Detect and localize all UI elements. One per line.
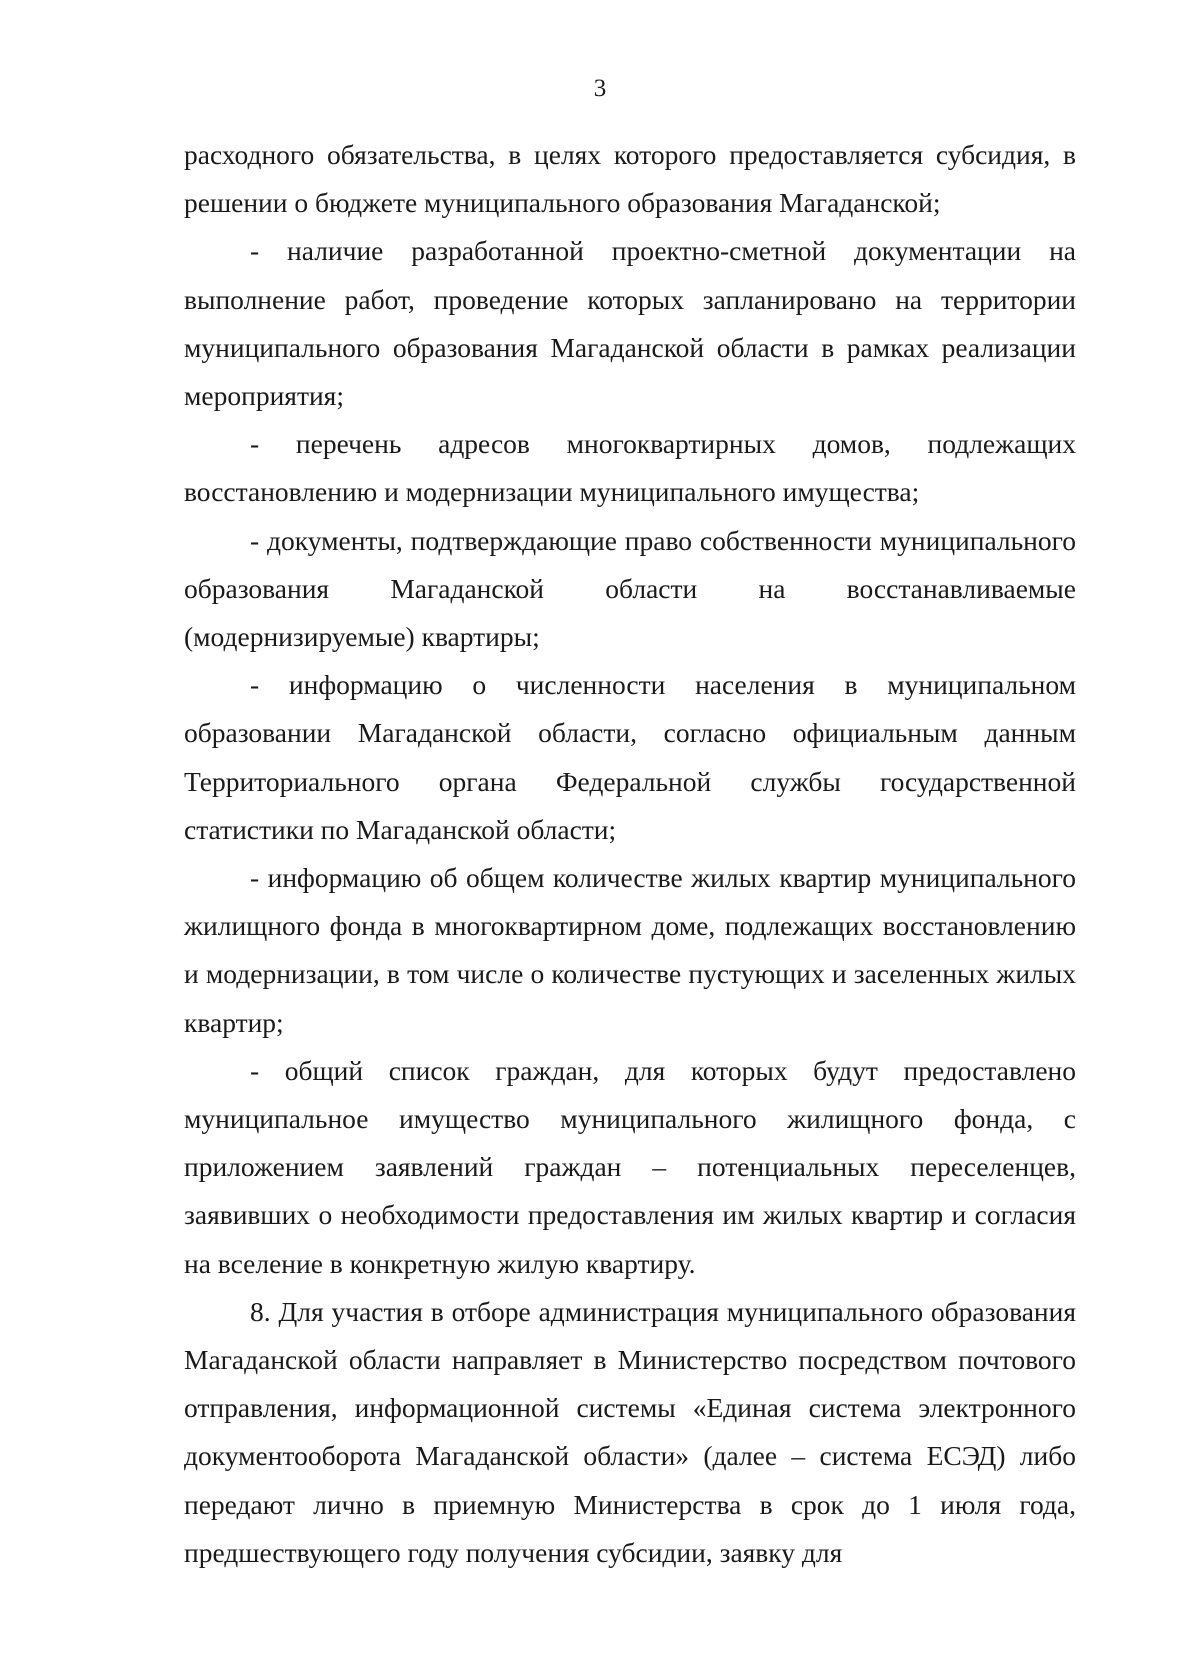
page-number: 3 xyxy=(593,75,607,102)
paragraph-apartment-count: - информацию об общем количестве жилых квартир муниципального жилищного фонда в многоквартирном доме, подлежащих восстановлению и модернизации, в том числе о количестве пустующих и заселенных жилых квартир; xyxy=(184,862,1076,1038)
document-body xyxy=(184,131,1076,1577)
paragraph-ownership-documents: - документы, подтверждающие право собственности муниципального образования Магаданской области на восстанавливаемые (модернизируемые) квартиры; xyxy=(184,524,1076,653)
paragraph-address-list: - перечень адресов многоквартирных домов, подлежащих восстановлению и модернизации муниципального имущества; xyxy=(184,428,1076,508)
paragraph-citizen-list: - общий список граждан, для которых будут предоставлено муниципальное имущество муниципального жилищного фонда, с приложением заявлений граждан – потенциальных переселенцев, заявивших о необходимости предоставления им жилых квартир и согласия на вселение в конкретную жилую квартиру. xyxy=(184,1054,1076,1279)
paragraph-continuation: расходного обязательства, в целях которого предоставляется субсидия, в решении о бюджете муниципального образования Магаданской; xyxy=(184,139,1076,219)
paragraph-item-8: 8. Для участия в отборе администрация муниципального образования Магаданской области направляет в Министерство посредством почтового отправления, информационной системы «Единая система электронного документооборота Магаданской области» (далее – система ЕСЭД) либо передают лично в приемную Министерства в срок до 1 июля года, предшествующего году получения субсидии, заявку для xyxy=(184,1295,1076,1568)
paragraph-population-info: - информацию о численности населения в муниципальном образовании Магаданской области, согласно официальным данным Территориального органа Федеральной службы государственной статистики по Магаданской области; xyxy=(184,669,1076,845)
paragraph-design-documentation: - наличие разработанной проектно-сметной документации на выполнение работ, проведение которых запланировано на территории муниципального образования Магаданской области в рамках реализации мероприятия; xyxy=(184,235,1076,412)
